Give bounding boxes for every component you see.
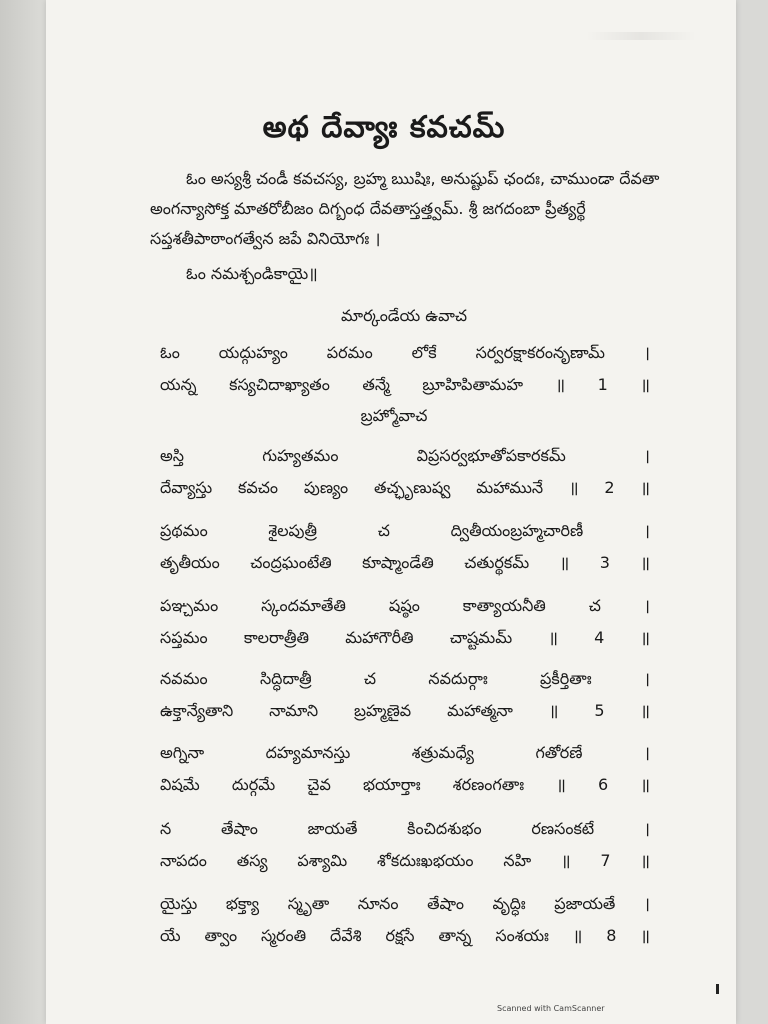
page-title: అథ దేవ్యాః కవచమ్ [262,110,506,145]
scan-edge-mark [716,984,719,994]
verse-line: ఓం యద్గుహ్యం పరమం లోకే సర్వరక్షాకరంనృణామ్ । [160,343,650,362]
verse-line: పఞ్చమం స్కందమాతేతి షష్ఠం కాత్యాయనీతి చ । [160,596,650,615]
speaker-heading-markandeya: మార్కండేయ ఉవాచ [341,306,467,325]
verse-2 [160,440,650,504]
verse-4 [160,590,650,654]
bleed-through-mark [586,32,696,40]
scanner-watermark: Scanned with CamScanner [497,1004,605,1013]
salutation-line: ఓం నమశ్చండికాయై॥ [186,264,318,283]
verse-line: నాపదం తస్య పశ్యామి శోకదుఃఖభయం నహి ॥ 7 ॥ [160,851,650,870]
scan-left-edge [0,0,46,1024]
verse-line: నవమం సిద్ధిదాత్రీ చ నవదుర్గాః ప్రకీర్తితాః । [160,669,650,688]
verse-line: ఉక్తాన్యేతాని నామాని బ్రహ్మణైవ మహాత్మనా ॥ 5 ॥ [160,701,650,720]
intro-paragraph [150,164,670,254]
speaker-heading-brahma: బ్రహ్మోవాచ [360,406,428,425]
verse-line: అస్తి గుహ్యతమం విప్రసర్వభూతోపకారకమ్ । [160,446,650,465]
verse-line: యైస్తు భక్త్యా స్మృతా నూనం తేషాం వృద్ధిః ప్రజాయతే । [160,894,650,913]
verse-6 [160,737,650,801]
verse-line: దేవ్యాస్తు కవచం పుణ్యం తచ్ఛృణుష్వ మహామునే ॥ 2 ॥ [160,478,650,497]
verse-line: తృతీయం చంద్రఘంటేతి కూష్మాండేతి చతుర్థకమ్ ॥ 3 ॥ [160,553,650,572]
intro-text: ఓం అస్యశ్రీ చండీ కవచస్య, బ్రహ్మ ఋషిః, అనుష్టుప్ ఛందః, చాముండా దేవతా అంగన్యాసోక్త మాతరోబీజం దిగ్బంధ దేవతాస్తత్త్వమ్. శ్రీ జగదంబా ప్రీత్యర్థే సప్తశతీపాఠాంగత్వేన జపే వినియోగః । [150,169,660,248]
verse-5 [160,663,650,727]
verse-line: యన్న కస్యచిదాఖ్యాతం తన్మే బ్రూహిపితామహ ॥ 1 ॥ [160,375,650,394]
verse-3 [160,515,650,579]
verse-1 [160,337,650,401]
verse-line: ప్రథమం శైలపుత్రీ చ ద్వితీయంబ్రహ్మచారిణీ । [160,521,650,540]
verse-line: అగ్నినా దహ్యమానస్తు శత్రుమధ్యే గతోరణే । [160,743,650,762]
verse-8 [160,888,650,952]
verse-line: న తేషాం జాయతే కించిదశుభం రణసంకటే । [160,819,650,838]
verse-line: విషమే దుర్గమే చైవ భయార్తాః శరణంగతాః ॥ 6 ॥ [160,775,650,794]
verse-7 [160,813,650,877]
verse-line: యే త్వాం స్మరంతి దేవేశి రక్షసే తాన్న సంశయః ॥ 8 ॥ [160,926,650,945]
verse-line: సప్తమం కాలరాత్రీతి మహాగౌరీతి చాష్టమమ్ ॥ 4 ॥ [160,628,650,647]
